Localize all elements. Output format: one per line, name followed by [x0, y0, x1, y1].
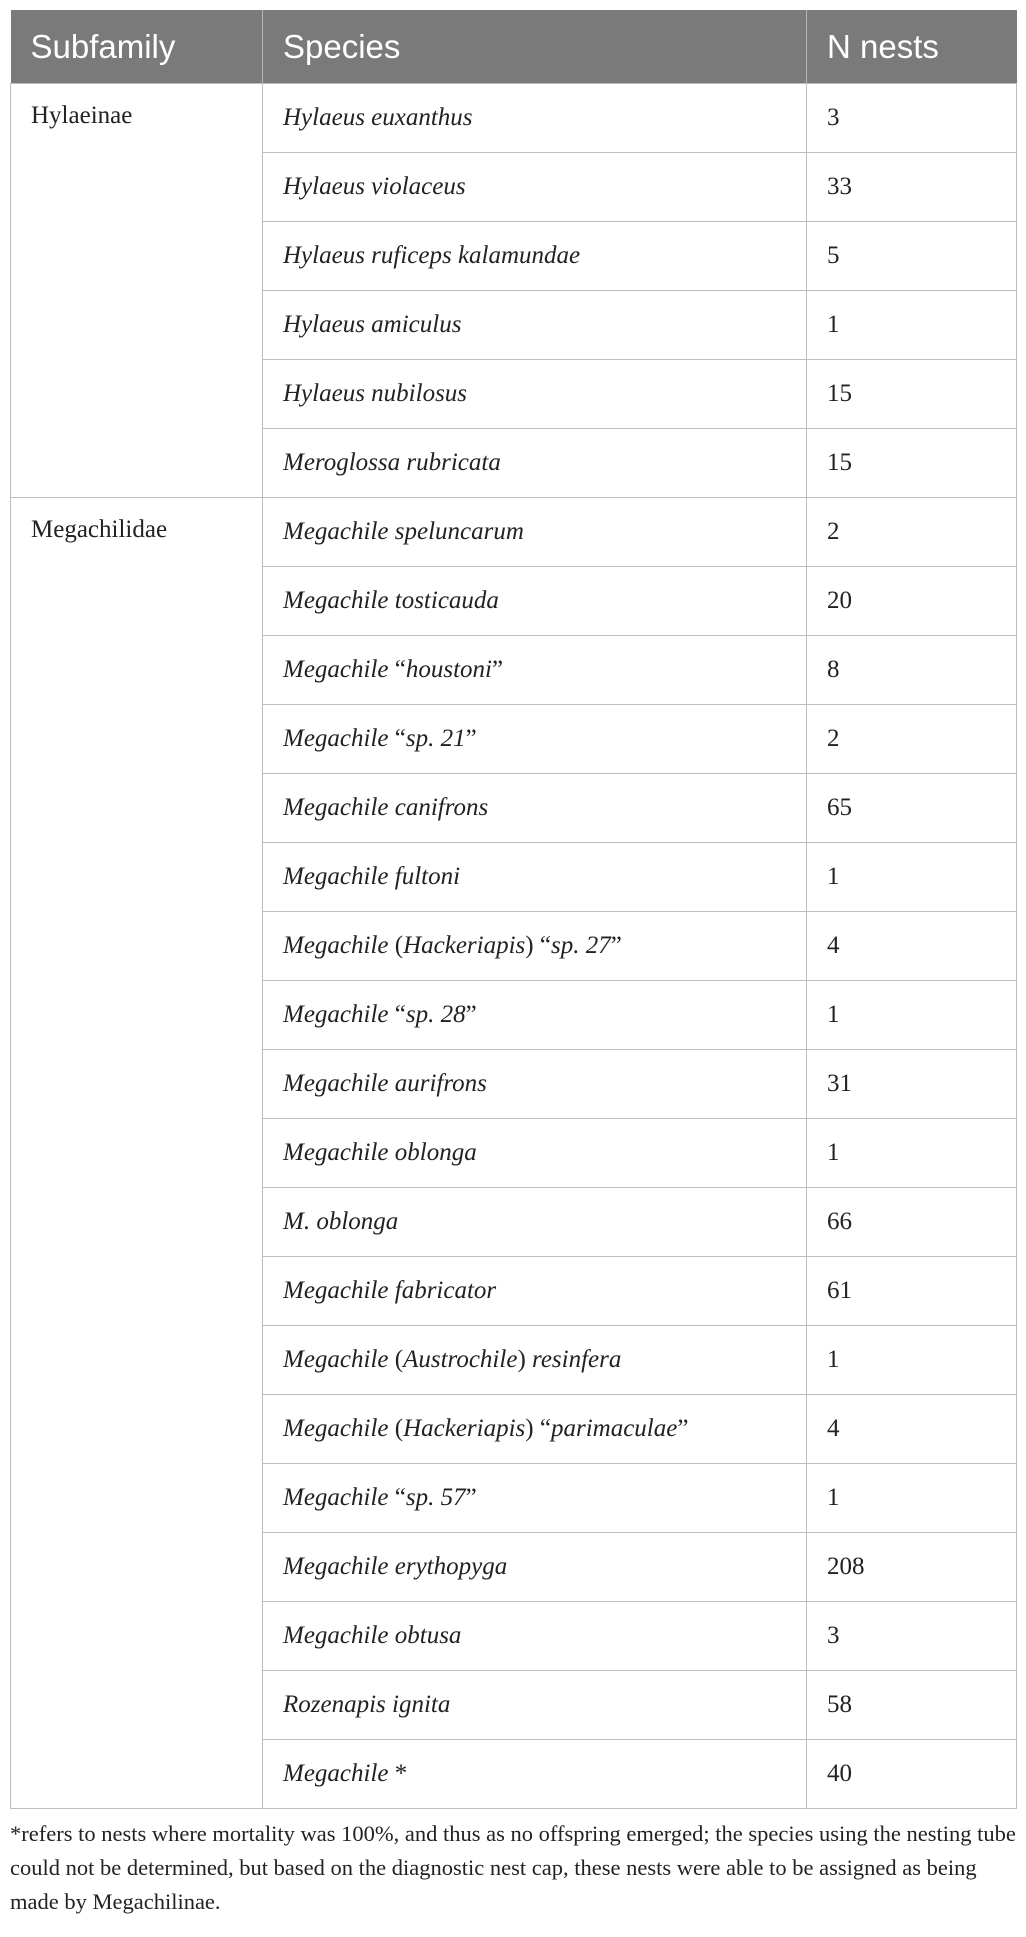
nest-count-cell: 1: [807, 1464, 1017, 1533]
nest-count-cell: 2: [807, 705, 1017, 774]
nest-count-cell: 58: [807, 1671, 1017, 1740]
nest-count-cell: 15: [807, 429, 1017, 498]
species-cell: Hylaeus nubilosus: [263, 360, 807, 429]
nest-count-cell: 31: [807, 1050, 1017, 1119]
nest-count-cell: 40: [807, 1740, 1017, 1809]
species-cell: Megachile (Hackeriapis) “parimaculae”: [263, 1395, 807, 1464]
table-row: [11, 84, 1017, 153]
species-cell: Megachile *: [263, 1740, 807, 1809]
nest-count-cell: 8: [807, 636, 1017, 705]
nest-count-cell: 66: [807, 1188, 1017, 1257]
species-cell: Megachile speluncarum: [263, 498, 807, 567]
table-header: [11, 10, 1017, 84]
species-cell: Hylaeus violaceus: [263, 153, 807, 222]
nest-count-cell: 1: [807, 843, 1017, 912]
nest-count-cell: 61: [807, 1257, 1017, 1326]
table-row: [11, 498, 1017, 567]
species-cell: Meroglossa rubricata: [263, 429, 807, 498]
subfamily-cell: Megachilidae: [11, 498, 263, 1809]
species-cell: Megachile “sp. 28”: [263, 981, 807, 1050]
nest-count-cell: 20: [807, 567, 1017, 636]
nest-count-cell: 1: [807, 1119, 1017, 1188]
species-cell: Megachile aurifrons: [263, 1050, 807, 1119]
nest-count-cell: 3: [807, 1602, 1017, 1671]
species-cell: M. oblonga: [263, 1188, 807, 1257]
nest-count-cell: 2: [807, 498, 1017, 567]
species-cell: Megachile “sp. 21”: [263, 705, 807, 774]
header-subfamily: Subfamily: [11, 10, 263, 84]
species-cell: Megachile oblonga: [263, 1119, 807, 1188]
nest-count-cell: 4: [807, 912, 1017, 981]
species-cell: Megachile tosticauda: [263, 567, 807, 636]
nest-count-cell: 5: [807, 222, 1017, 291]
species-cell: Megachile canifrons: [263, 774, 807, 843]
nest-count-cell: 65: [807, 774, 1017, 843]
species-cell: Megachile fabricator: [263, 1257, 807, 1326]
nest-count-cell: 208: [807, 1533, 1017, 1602]
species-cell: Megachile erythopyga: [263, 1533, 807, 1602]
table-body: [11, 84, 1017, 1809]
species-cell: Megachile “houstoni”: [263, 636, 807, 705]
species-cell: Rozenapis ignita: [263, 1671, 807, 1740]
species-cell: Megachile (Austrochile) resinfera: [263, 1326, 807, 1395]
species-cell: Hylaeus ruficeps kalamundae: [263, 222, 807, 291]
species-nest-table: [10, 10, 1017, 1809]
nest-count-cell: 15: [807, 360, 1017, 429]
nest-count-cell: 33: [807, 153, 1017, 222]
species-cell: Hylaeus amiculus: [263, 291, 807, 360]
species-cell: Hylaeus euxanthus: [263, 84, 807, 153]
subfamily-cell: Hylaeinae: [11, 84, 263, 498]
nest-count-cell: 1: [807, 1326, 1017, 1395]
header-n-nests: N nests: [807, 10, 1017, 84]
nest-count-cell: 3: [807, 84, 1017, 153]
table-footnote: *refers to nests where mortality was 100%, and thus as no offspring emerged; the species using the nesting tube could not be determined, but based on the diagnostic nest cap, these nests were able to be assigned as being made by Megachilinae.: [10, 1821, 1016, 1914]
data-table-container: [10, 10, 1016, 1809]
species-cell: Megachile “sp. 57”: [263, 1464, 807, 1533]
header-row: [11, 10, 1017, 84]
species-cell: Megachile obtusa: [263, 1602, 807, 1671]
header-species: Species: [263, 10, 807, 84]
nest-count-cell: 1: [807, 291, 1017, 360]
species-cell: Megachile (Hackeriapis) “sp. 27”: [263, 912, 807, 981]
species-cell: Megachile fultoni: [263, 843, 807, 912]
nest-count-cell: 4: [807, 1395, 1017, 1464]
nest-count-cell: 1: [807, 981, 1017, 1050]
